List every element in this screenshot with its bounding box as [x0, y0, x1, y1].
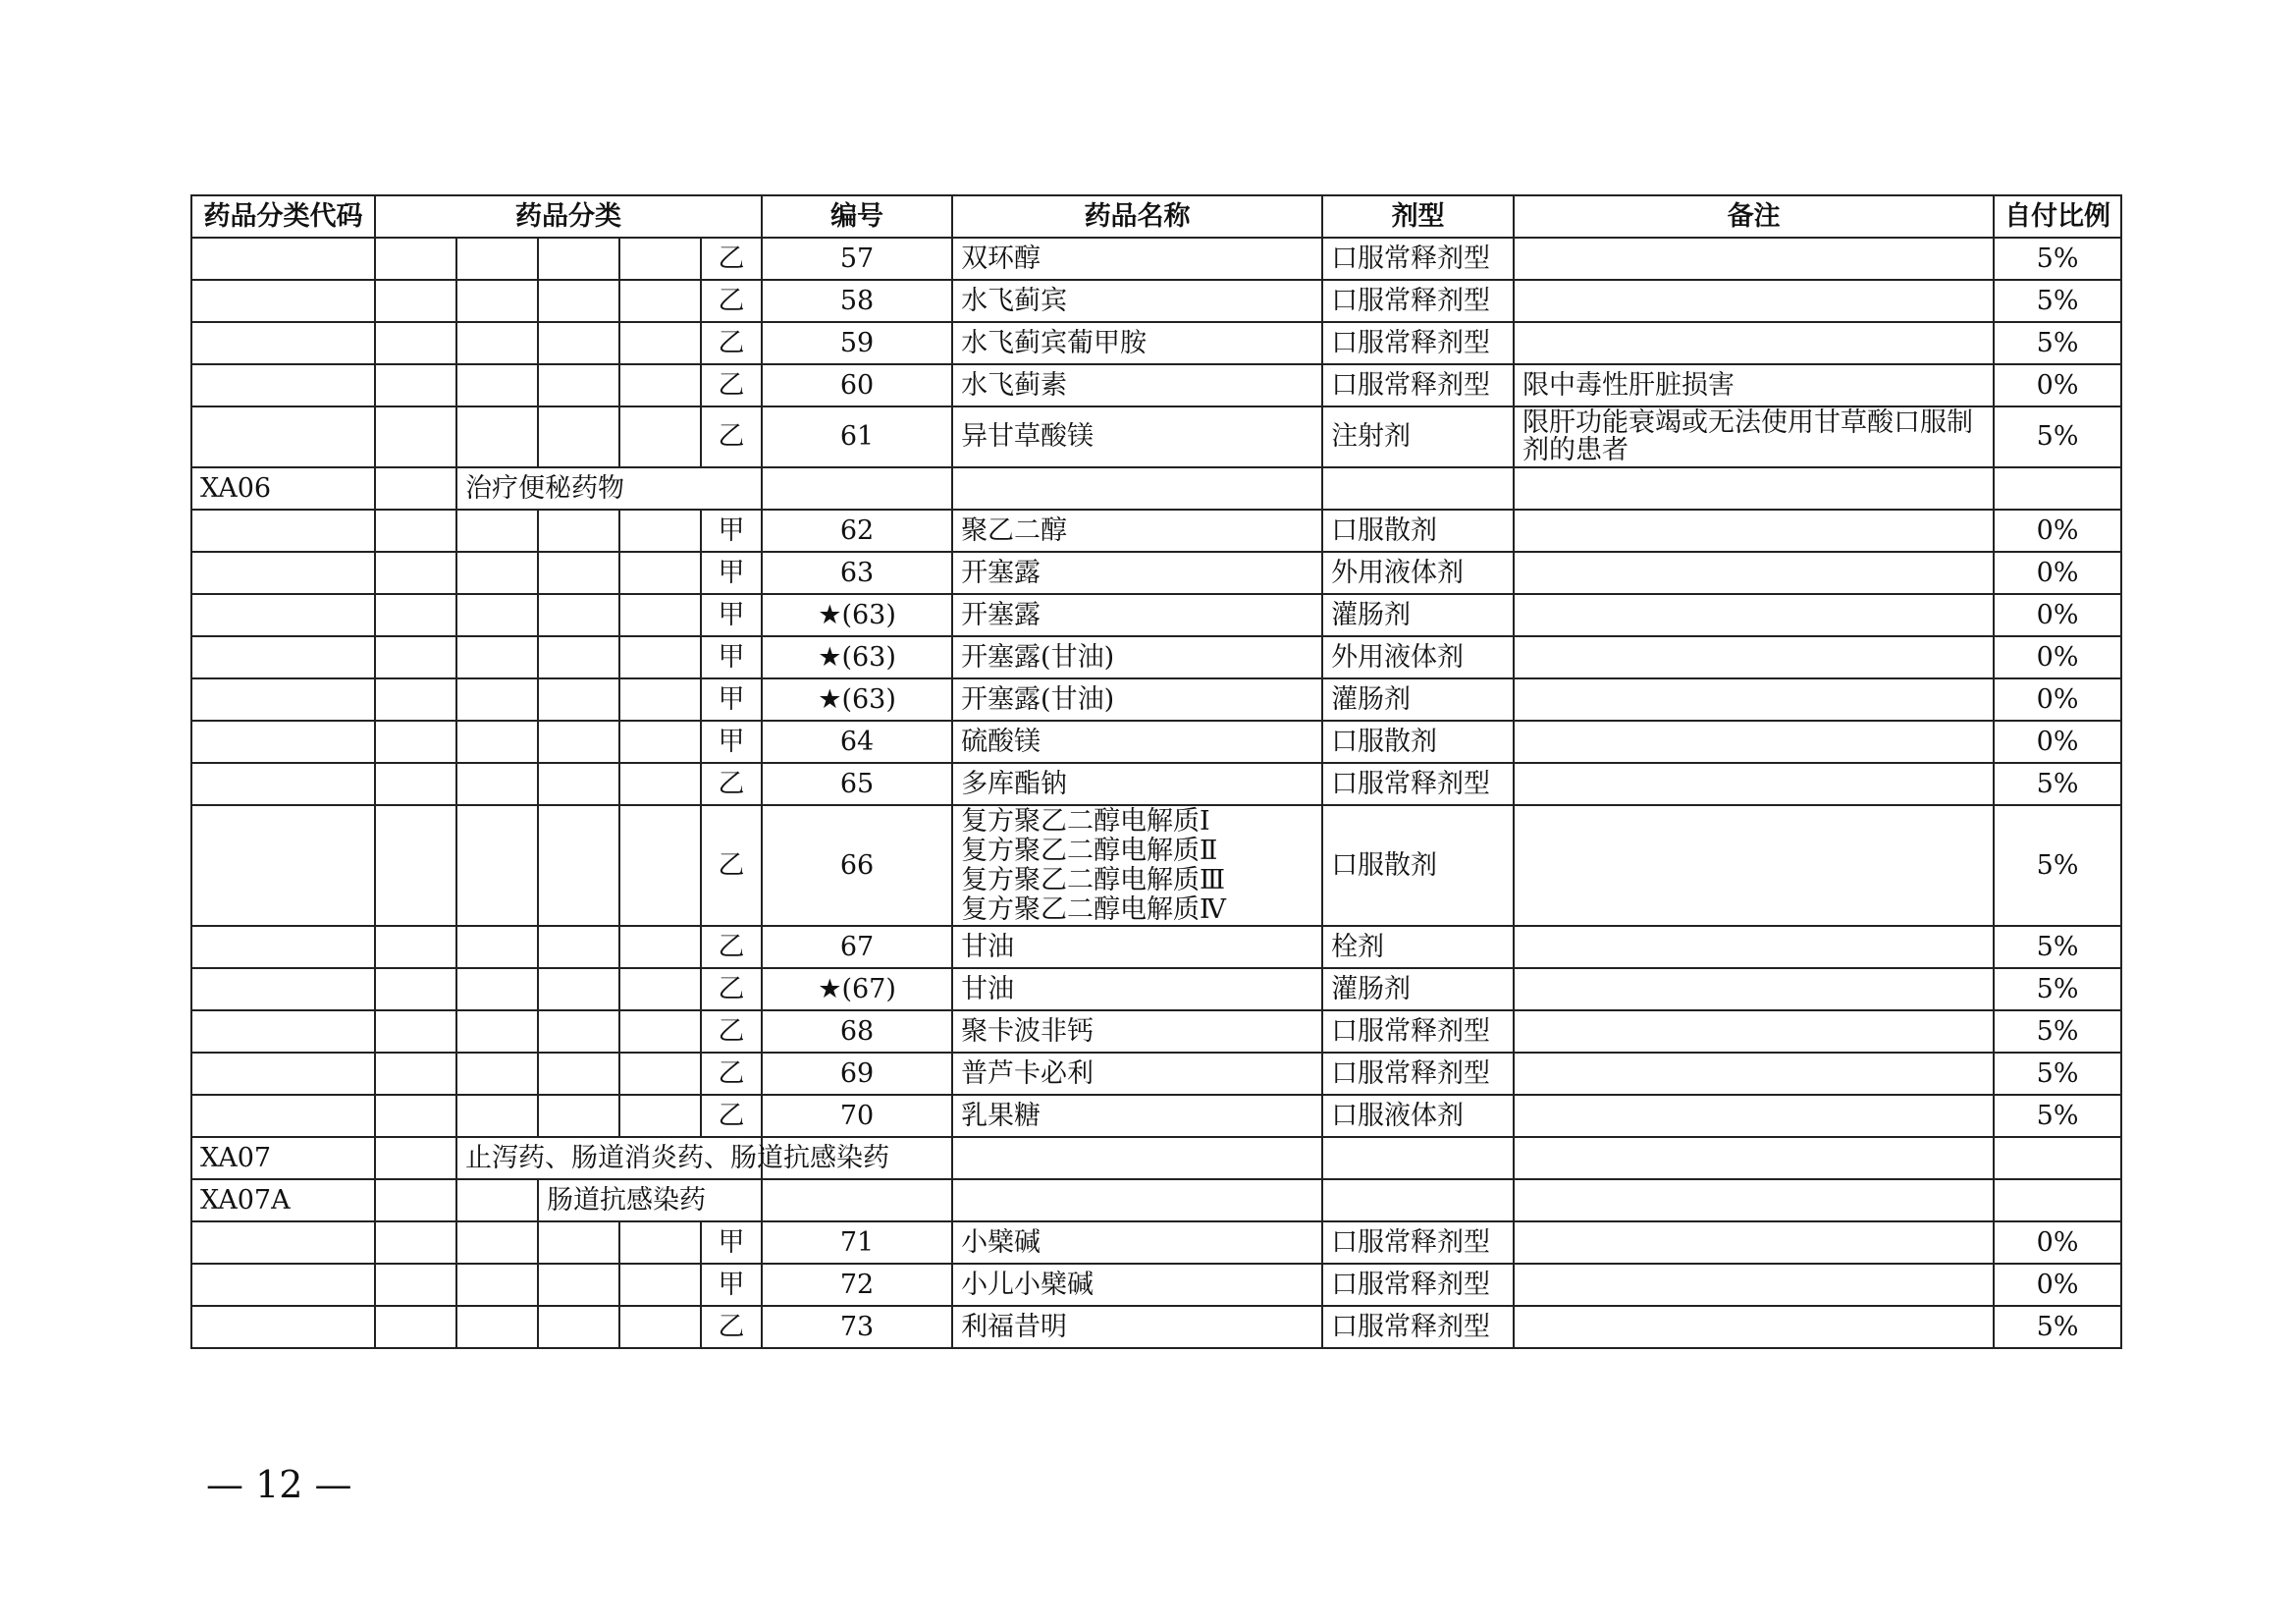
category-level-cell — [538, 1306, 619, 1348]
category-level-cell — [619, 1053, 701, 1095]
category-level-cell — [538, 721, 619, 763]
number-cell: 65 — [762, 763, 952, 805]
form-cell: 口服常释剂型 — [1322, 1306, 1514, 1348]
category-level-cell — [456, 763, 538, 805]
form-cell: 灌肠剂 — [1322, 678, 1514, 721]
category-level-cell — [456, 1264, 538, 1306]
remark-cell: 限肝功能衰竭或无法使用甘草酸口服制剂的患者 — [1514, 406, 1994, 467]
category-level-cell — [538, 636, 619, 678]
category-level-cell — [456, 805, 538, 926]
category-level-cell — [619, 1264, 701, 1306]
category-level-cell — [375, 1095, 456, 1137]
code-cell — [191, 968, 375, 1010]
number-cell: 69 — [762, 1053, 952, 1095]
code-cell — [191, 1095, 375, 1137]
table-row — [191, 1095, 2121, 1137]
category-level-cell — [456, 280, 538, 322]
category-level-cell — [619, 552, 701, 594]
name-cell: 水飞蓟宾葡甲胺 — [952, 322, 1322, 364]
ratio-cell: 5% — [1994, 238, 2121, 280]
category-level-cell — [375, 763, 456, 805]
grade-cell: 甲 — [701, 594, 762, 636]
grade-cell: 乙 — [701, 406, 762, 467]
remark-cell — [1514, 280, 1994, 322]
category-row — [191, 467, 2121, 510]
number-cell: 67 — [762, 926, 952, 968]
category-label-cell: 止泻药、肠道消炎药、肠道抗感染药 — [456, 1137, 762, 1179]
category-level-cell — [619, 636, 701, 678]
category-level-cell — [619, 364, 701, 406]
grade-cell: 乙 — [701, 1053, 762, 1095]
number-cell: ★(63) — [762, 636, 952, 678]
header-category: 药品分类 — [375, 195, 762, 238]
grade-cell: 乙 — [701, 1010, 762, 1053]
category-level-cell — [619, 805, 701, 926]
empty-cell — [1322, 467, 1514, 510]
category-level-cell — [456, 364, 538, 406]
category-level-cell — [456, 594, 538, 636]
number-cell: 60 — [762, 364, 952, 406]
number-cell: 63 — [762, 552, 952, 594]
form-cell: 灌肠剂 — [1322, 968, 1514, 1010]
category-label-cell: 治疗便秘药物 — [456, 467, 762, 510]
table-row — [191, 1053, 2121, 1095]
category-level-cell — [456, 1010, 538, 1053]
category-level-cell — [456, 1095, 538, 1137]
number-cell: 62 — [762, 510, 952, 552]
category-level-cell — [538, 1221, 619, 1264]
ratio-cell: 5% — [1994, 406, 2121, 467]
remark-cell — [1514, 238, 1994, 280]
empty-cell — [952, 1137, 1322, 1179]
table-row — [191, 721, 2121, 763]
table-row — [191, 763, 2121, 805]
empty-cell — [762, 467, 952, 510]
grade-cell: 甲 — [701, 552, 762, 594]
grade-cell: 甲 — [701, 510, 762, 552]
category-level-cell — [375, 510, 456, 552]
ratio-cell: 5% — [1994, 1010, 2121, 1053]
form-cell: 口服常释剂型 — [1322, 1010, 1514, 1053]
remark-cell — [1514, 763, 1994, 805]
code-cell — [191, 926, 375, 968]
code-cell — [191, 805, 375, 926]
category-label-cell: 肠道抗感染药 — [538, 1179, 762, 1221]
category-level-cell — [619, 594, 701, 636]
ratio-cell: 0% — [1994, 510, 2121, 552]
category-level-cell — [375, 968, 456, 1010]
code-cell — [191, 636, 375, 678]
table-row — [191, 1264, 2121, 1306]
category-level-cell — [375, 552, 456, 594]
code-cell: XA07A — [191, 1179, 375, 1221]
category-level-cell — [375, 1010, 456, 1053]
remark-cell — [1514, 636, 1994, 678]
table-row — [191, 406, 2121, 467]
ratio-cell: 0% — [1994, 721, 2121, 763]
table-row — [191, 926, 2121, 968]
number-cell: 57 — [762, 238, 952, 280]
form-cell: 口服常释剂型 — [1322, 1264, 1514, 1306]
grade-cell: 乙 — [701, 1306, 762, 1348]
code-cell — [191, 364, 375, 406]
name-cell: 开塞露(甘油) — [952, 678, 1322, 721]
category-level-cell — [456, 1221, 538, 1264]
grade-cell: 乙 — [701, 238, 762, 280]
remark-cell: 限中毒性肝脏损害 — [1514, 364, 1994, 406]
ratio-cell: 0% — [1994, 1221, 2121, 1264]
ratio-cell: 0% — [1994, 364, 2121, 406]
table-row — [191, 364, 2121, 406]
grade-cell: 乙 — [701, 968, 762, 1010]
name-cell: 聚乙二醇 — [952, 510, 1322, 552]
category-row — [191, 1137, 2121, 1179]
category-level-cell — [619, 926, 701, 968]
number-cell: 70 — [762, 1095, 952, 1137]
name-cell: 硫酸镁 — [952, 721, 1322, 763]
category-level-cell — [375, 1306, 456, 1348]
category-level-cell — [456, 406, 538, 467]
ratio-cell: 5% — [1994, 1306, 2121, 1348]
name-cell: 利福昔明 — [952, 1306, 1322, 1348]
category-level-cell — [375, 678, 456, 721]
grade-cell: 甲 — [701, 1264, 762, 1306]
header-number: 编号 — [762, 195, 952, 238]
ratio-cell: 5% — [1994, 763, 2121, 805]
category-level-cell — [375, 1179, 456, 1221]
remark-cell — [1514, 926, 1994, 968]
category-level-cell — [375, 238, 456, 280]
name-cell: 甘油 — [952, 968, 1322, 1010]
form-cell: 栓剂 — [1322, 926, 1514, 968]
category-level-cell — [538, 510, 619, 552]
category-level-cell — [456, 636, 538, 678]
empty-cell — [1514, 1179, 1994, 1221]
category-level-cell — [538, 1264, 619, 1306]
name-cell: 聚卡波非钙 — [952, 1010, 1322, 1053]
category-level-cell — [456, 1053, 538, 1095]
category-level-cell — [375, 1137, 456, 1179]
ratio-cell: 5% — [1994, 280, 2121, 322]
remark-cell — [1514, 1306, 1994, 1348]
category-level-cell — [619, 280, 701, 322]
code-cell — [191, 1221, 375, 1264]
code-cell — [191, 1264, 375, 1306]
ratio-cell: 5% — [1994, 968, 2121, 1010]
grade-cell: 乙 — [701, 280, 762, 322]
form-cell: 口服常释剂型 — [1322, 763, 1514, 805]
code-cell — [191, 238, 375, 280]
category-level-cell — [619, 1221, 701, 1264]
remark-cell — [1514, 1053, 1994, 1095]
table-row — [191, 805, 2121, 926]
name-cell: 开塞露(甘油) — [952, 636, 1322, 678]
empty-cell — [1322, 1179, 1514, 1221]
category-level-cell — [619, 1095, 701, 1137]
code-cell — [191, 1010, 375, 1053]
grade-cell: 甲 — [701, 636, 762, 678]
number-cell: 66 — [762, 805, 952, 926]
category-level-cell — [456, 968, 538, 1010]
category-level-cell — [375, 406, 456, 467]
category-level-cell — [538, 805, 619, 926]
code-cell — [191, 280, 375, 322]
name-cell: 普芦卡必利 — [952, 1053, 1322, 1095]
category-level-cell — [456, 721, 538, 763]
table-row — [191, 322, 2121, 364]
table-row — [191, 1010, 2121, 1053]
remark-cell — [1514, 594, 1994, 636]
grade-cell: 甲 — [701, 678, 762, 721]
form-cell: 外用液体剂 — [1322, 552, 1514, 594]
header-ratio: 自付比例 — [1994, 195, 2121, 238]
form-cell: 口服散剂 — [1322, 510, 1514, 552]
category-level-cell — [619, 763, 701, 805]
number-cell: 68 — [762, 1010, 952, 1053]
category-level-cell — [619, 968, 701, 1010]
category-level-cell — [375, 280, 456, 322]
number-cell: 72 — [762, 1264, 952, 1306]
category-level-cell — [375, 926, 456, 968]
remark-cell — [1514, 1095, 1994, 1137]
category-level-cell — [538, 322, 619, 364]
remark-cell — [1514, 1221, 1994, 1264]
form-cell: 注射剂 — [1322, 406, 1514, 467]
form-cell: 口服液体剂 — [1322, 1095, 1514, 1137]
code-cell — [191, 510, 375, 552]
table-row — [191, 636, 2121, 678]
header-code: 药品分类代码 — [191, 195, 375, 238]
table-row — [191, 1221, 2121, 1264]
category-level-cell — [619, 322, 701, 364]
form-cell: 外用液体剂 — [1322, 636, 1514, 678]
code-cell — [191, 322, 375, 364]
code-cell — [191, 678, 375, 721]
category-level-cell — [375, 1264, 456, 1306]
ratio-cell: 0% — [1994, 552, 2121, 594]
remark-cell — [1514, 510, 1994, 552]
name-cell — [952, 805, 1322, 926]
table-row — [191, 238, 2121, 280]
ratio-cell: 5% — [1994, 926, 2121, 968]
code-cell — [191, 1053, 375, 1095]
page-number: — 12 — — [206, 1463, 352, 1506]
ratio-cell: 5% — [1994, 805, 2121, 926]
form-cell: 灌肠剂 — [1322, 594, 1514, 636]
category-level-cell — [375, 721, 456, 763]
code-cell — [191, 721, 375, 763]
category-level-cell — [538, 364, 619, 406]
grade-cell: 乙 — [701, 763, 762, 805]
remark-cell — [1514, 1264, 1994, 1306]
empty-cell — [1994, 1137, 2121, 1179]
name-cell: 水飞蓟宾 — [952, 280, 1322, 322]
empty-cell — [1514, 1137, 1994, 1179]
header-remark: 备注 — [1514, 195, 1994, 238]
number-cell: ★(67) — [762, 968, 952, 1010]
category-level-cell — [619, 1010, 701, 1053]
code-cell — [191, 406, 375, 467]
name-line: 复方聚乙二醇电解质Ⅰ — [961, 805, 1210, 837]
category-level-cell — [538, 1095, 619, 1137]
empty-cell — [1322, 1137, 1514, 1179]
empty-cell — [1514, 467, 1994, 510]
code-cell — [191, 594, 375, 636]
grade-cell: 甲 — [701, 1221, 762, 1264]
ratio-cell: 0% — [1994, 594, 2121, 636]
category-level-cell — [538, 594, 619, 636]
code-cell — [191, 552, 375, 594]
remark-cell — [1514, 721, 1994, 763]
remark-cell — [1514, 1010, 1994, 1053]
form-cell: 口服常释剂型 — [1322, 322, 1514, 364]
empty-cell — [952, 1179, 1322, 1221]
grade-cell: 乙 — [701, 805, 762, 926]
table-body — [191, 238, 2121, 1348]
table-row — [191, 280, 2121, 322]
remark-cell — [1514, 678, 1994, 721]
category-level-cell — [619, 678, 701, 721]
form-cell: 口服散剂 — [1322, 805, 1514, 926]
name-line: 复方聚乙二醇电解质Ⅳ — [961, 893, 1227, 925]
category-level-cell — [538, 238, 619, 280]
name-cell: 多库酯钠 — [952, 763, 1322, 805]
name-line: 复方聚乙二醇电解质Ⅲ — [961, 864, 1226, 895]
header-row — [191, 195, 2121, 238]
number-cell: 59 — [762, 322, 952, 364]
category-level-cell — [456, 552, 538, 594]
grade-cell: 甲 — [701, 721, 762, 763]
category-level-cell — [538, 1053, 619, 1095]
grade-cell: 乙 — [701, 1095, 762, 1137]
form-cell: 口服常释剂型 — [1322, 364, 1514, 406]
subcategory-row — [191, 1179, 2121, 1221]
header-form: 剂型 — [1322, 195, 1514, 238]
category-level-cell — [456, 1306, 538, 1348]
category-level-cell — [375, 805, 456, 926]
table-row — [191, 968, 2121, 1010]
category-level-cell — [456, 510, 538, 552]
table-row — [191, 510, 2121, 552]
number-cell: 58 — [762, 280, 952, 322]
number-cell: 71 — [762, 1221, 952, 1264]
category-level-cell — [619, 238, 701, 280]
category-level-cell — [375, 594, 456, 636]
category-level-cell — [375, 1053, 456, 1095]
header-name: 药品名称 — [952, 195, 1322, 238]
category-level-cell — [538, 552, 619, 594]
category-level-cell — [538, 763, 619, 805]
form-cell: 口服常释剂型 — [1322, 238, 1514, 280]
category-level-cell — [538, 968, 619, 1010]
ratio-cell: 5% — [1994, 322, 2121, 364]
form-cell: 口服常释剂型 — [1322, 1221, 1514, 1264]
grade-cell: 乙 — [701, 322, 762, 364]
category-level-cell — [538, 280, 619, 322]
category-level-cell — [538, 406, 619, 467]
name-cell: 小檗碱 — [952, 1221, 1322, 1264]
name-cell: 甘油 — [952, 926, 1322, 968]
category-level-cell — [619, 721, 701, 763]
category-level-cell — [456, 238, 538, 280]
name-line: 复方聚乙二醇电解质Ⅱ — [961, 835, 1218, 866]
empty-cell — [1994, 467, 2121, 510]
category-level-cell — [619, 510, 701, 552]
number-cell: ★(63) — [762, 678, 952, 721]
category-level-cell — [619, 1306, 701, 1348]
number-cell: ★(63) — [762, 594, 952, 636]
form-cell: 口服常释剂型 — [1322, 1053, 1514, 1095]
category-level-cell — [456, 1179, 538, 1221]
remark-cell — [1514, 552, 1994, 594]
category-level-cell — [375, 467, 456, 510]
code-cell: XA07 — [191, 1137, 375, 1179]
category-level-cell — [375, 1221, 456, 1264]
category-level-cell — [538, 1010, 619, 1053]
name-cell: 小儿小檗碱 — [952, 1264, 1322, 1306]
grade-cell: 乙 — [701, 364, 762, 406]
ratio-cell: 0% — [1994, 678, 2121, 721]
category-level-cell — [538, 926, 619, 968]
name-cell: 乳果糖 — [952, 1095, 1322, 1137]
remark-cell — [1514, 322, 1994, 364]
category-level-cell — [456, 322, 538, 364]
category-level-cell — [456, 926, 538, 968]
category-level-cell — [375, 636, 456, 678]
table-row — [191, 1306, 2121, 1348]
category-level-cell — [375, 364, 456, 406]
form-cell: 口服常释剂型 — [1322, 280, 1514, 322]
name-cell: 水飞蓟素 — [952, 364, 1322, 406]
name-cell: 双环醇 — [952, 238, 1322, 280]
remark-cell — [1514, 805, 1994, 926]
grade-cell: 乙 — [701, 926, 762, 968]
remark-cell — [1514, 968, 1994, 1010]
category-level-cell — [375, 322, 456, 364]
category-level-cell — [456, 678, 538, 721]
ratio-cell: 5% — [1994, 1095, 2121, 1137]
name-cell: 开塞露 — [952, 552, 1322, 594]
category-level-cell — [619, 406, 701, 467]
empty-cell — [762, 1179, 952, 1221]
name-cell: 异甘草酸镁 — [952, 406, 1322, 467]
table-row — [191, 552, 2121, 594]
table-row — [191, 678, 2121, 721]
category-level-cell — [538, 678, 619, 721]
number-cell: 64 — [762, 721, 952, 763]
drug-list-table — [190, 194, 2122, 1349]
empty-cell — [1994, 1179, 2121, 1221]
form-cell: 口服散剂 — [1322, 721, 1514, 763]
empty-cell — [952, 467, 1322, 510]
ratio-cell: 0% — [1994, 1264, 2121, 1306]
name-cell: 开塞露 — [952, 594, 1322, 636]
code-cell — [191, 1306, 375, 1348]
ratio-cell: 0% — [1994, 636, 2121, 678]
number-cell: 61 — [762, 406, 952, 467]
code-cell: XA06 — [191, 467, 375, 510]
code-cell — [191, 763, 375, 805]
ratio-cell: 5% — [1994, 1053, 2121, 1095]
table-row — [191, 594, 2121, 636]
number-cell: 73 — [762, 1306, 952, 1348]
